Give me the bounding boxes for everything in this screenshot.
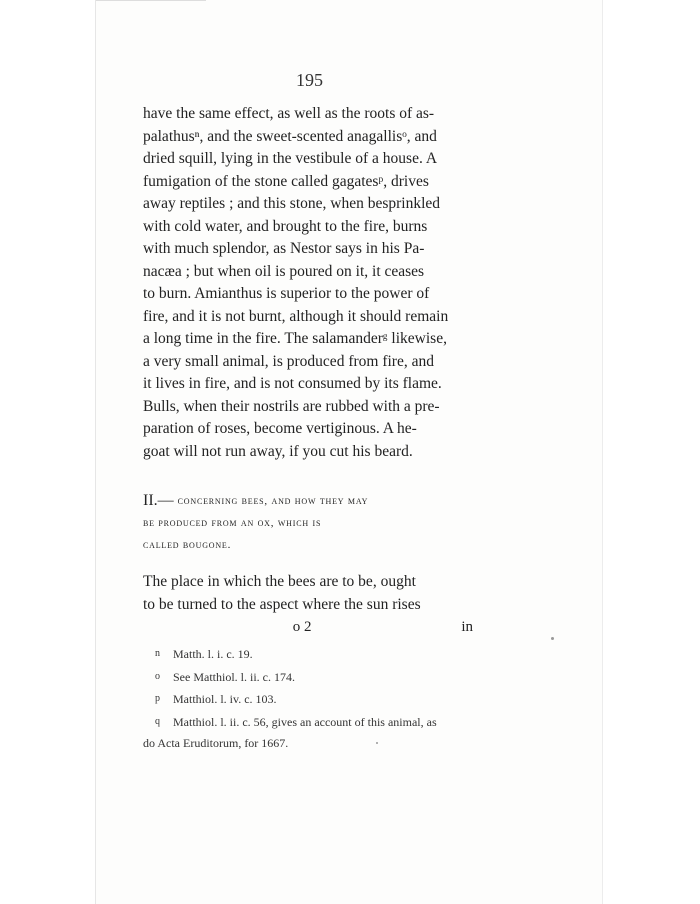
footnote: n Matth. l. i. c. 19. bbox=[143, 643, 473, 666]
catchword: in bbox=[461, 619, 473, 635]
text-line: it lives in fire, and is not consumed by its flame. bbox=[143, 375, 442, 392]
text-line: to be turned to the aspect where the sun rises bbox=[143, 595, 421, 613]
signature-mark: o 2 bbox=[292, 619, 312, 635]
section-heading bbox=[143, 490, 473, 556]
text-line: away reptiles ; and this stone, when besprinkled bbox=[143, 195, 441, 212]
footnote: p Matthiol. l. iv. c. 103. bbox=[143, 688, 473, 711]
footnote-mark: n bbox=[155, 648, 160, 659]
text-line: a very small animal, is produced from fire, and bbox=[143, 352, 434, 370]
text-line: to burn. Amianthus is superior to the power of bbox=[143, 285, 430, 302]
heading-line: be produced from an ox, which is bbox=[143, 517, 322, 529]
text-line: have the same effect, as well as the roots of as- bbox=[143, 105, 435, 122]
text-line: dried squill, lying in the vestibule of a house. A bbox=[143, 150, 438, 167]
paragraph-1 bbox=[143, 103, 473, 463]
footnote: do Acta Eruditorum, for 1667. bbox=[143, 736, 289, 750]
footnote-mark: q bbox=[155, 715, 160, 727]
text-line: a long time in the fire. The salamanderᵍ likewise, bbox=[143, 330, 447, 347]
section-number: II.— bbox=[143, 492, 174, 509]
ink-speck bbox=[376, 742, 378, 744]
text-line: palathusⁿ, and the sweet-scented anagallisᵒ, and bbox=[143, 127, 437, 145]
page-number: 195 bbox=[296, 70, 323, 90]
page-edge-mark bbox=[96, 0, 206, 1]
signature-line bbox=[143, 616, 473, 639]
text-line: paration of roses, become vertiginous. A he- bbox=[143, 420, 417, 437]
footnote-mark: p bbox=[155, 693, 160, 704]
text-line: Bulls, when their nostrils are rubbed with a pre- bbox=[143, 397, 440, 415]
footnote: q Matthiol. l. ii. c. 56, gives an account of this animal, as bbox=[143, 711, 473, 734]
text-line: fumigation of the stone called gagatesᵖ, drives bbox=[143, 172, 429, 190]
text-line: nacæa ; but when oil is poured on it, it ceases bbox=[143, 262, 425, 280]
footnote: o See Matthiol. l. ii. c. 174. bbox=[143, 666, 473, 689]
heading-line: called bougone. bbox=[143, 539, 232, 551]
ink-speck bbox=[551, 637, 554, 640]
text-line: with much splendor, as Nestor says in his Pa- bbox=[143, 240, 425, 257]
paragraph-2 bbox=[143, 571, 473, 639]
text-line: The place in which the bees are to be, ought bbox=[143, 573, 416, 590]
heading-line: II.— concerning bees, and how they may bbox=[143, 490, 473, 512]
text-line: with cold water, and brought to the fire, burns bbox=[143, 217, 428, 235]
text-line: goat will not run away, if you cut his beard. bbox=[143, 442, 413, 460]
footnote-mark: o bbox=[155, 670, 160, 682]
text-line: fire, and it is not burnt, although it should remain bbox=[143, 307, 449, 325]
footnotes bbox=[143, 643, 473, 755]
